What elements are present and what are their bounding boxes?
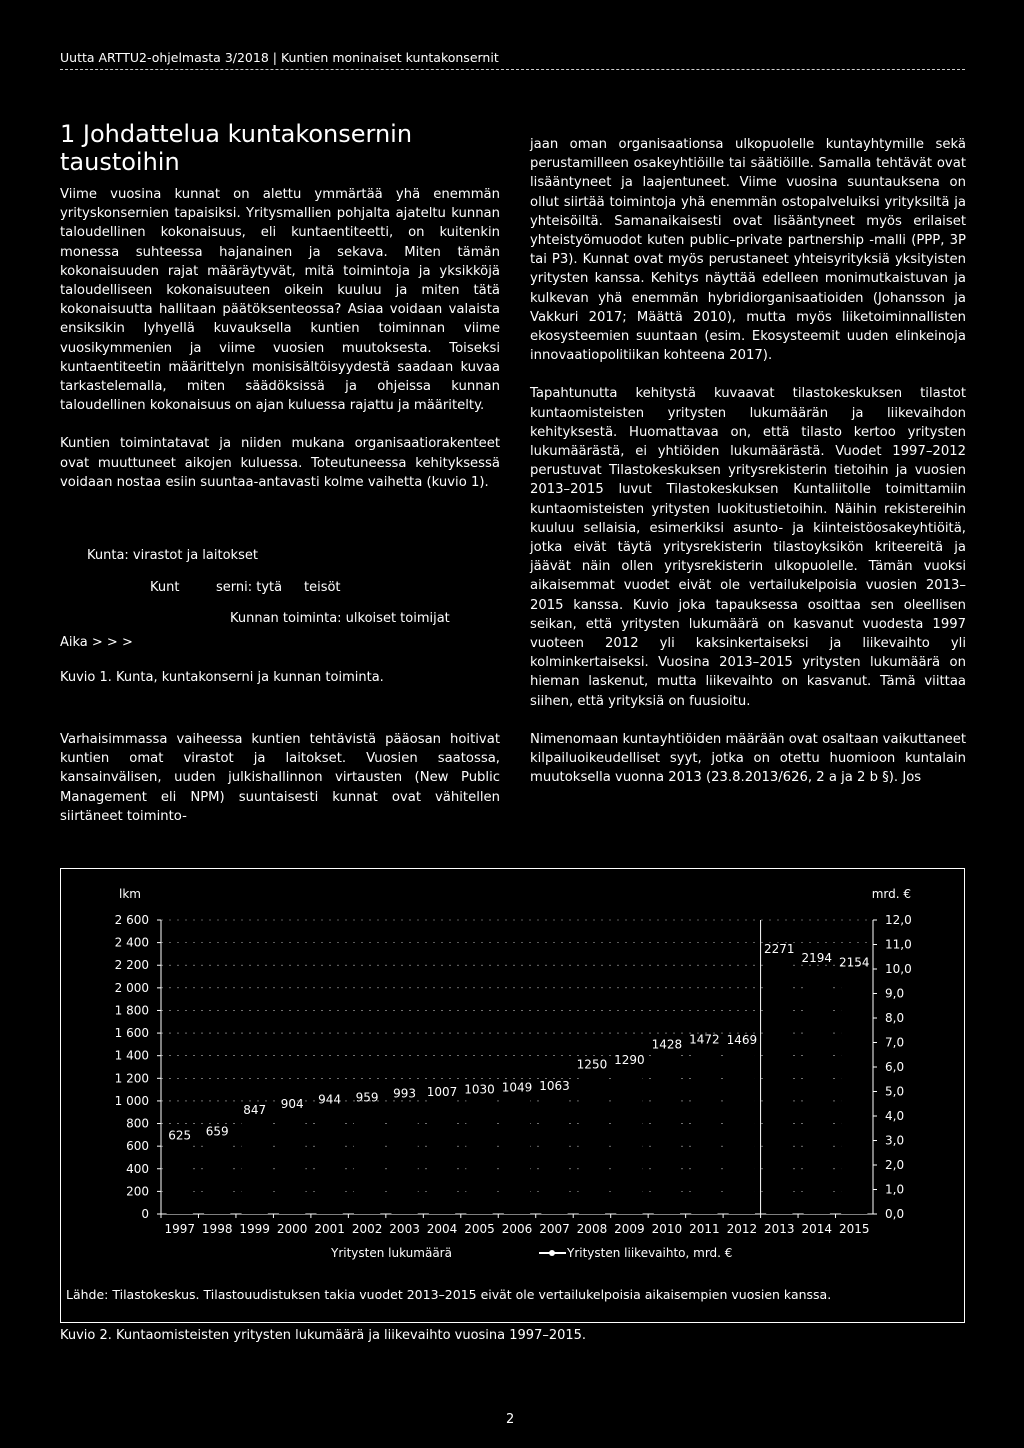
figure1-label-konserni-a: Kunt xyxy=(150,580,180,595)
y-tick-label: 2 600 xyxy=(114,913,149,927)
y-tick-label: 1 400 xyxy=(114,1048,149,1063)
bar-value-label: 1007 xyxy=(426,1085,458,1100)
bar xyxy=(579,1073,605,1214)
bar xyxy=(466,1098,492,1214)
bar xyxy=(391,1102,417,1214)
bar xyxy=(654,1053,680,1214)
figure1-label-konserni-b: serni: tytä xyxy=(216,580,283,595)
bar xyxy=(691,1048,717,1214)
page-number: 2 xyxy=(506,1412,515,1427)
bar-value-label: 2154 xyxy=(838,955,870,970)
x-tick-label: 1998 xyxy=(201,1222,233,1236)
y2-tick-label: 6,0 xyxy=(885,1060,905,1074)
y2-tick-label: 1,0 xyxy=(885,1182,905,1197)
bar xyxy=(279,1112,305,1214)
bar-value-label: 904 xyxy=(280,1096,304,1111)
figure-2-chart xyxy=(60,868,965,1323)
running-header: Uutta ARTTU2-ohjelmasta 3/2018 | Kuntien moninaiset kuntakonsernit xyxy=(60,50,499,65)
y-tick-label: 2 200 xyxy=(114,958,149,973)
header-rule xyxy=(60,69,965,70)
section-title: 1 Johdattelua kuntakonsernin taustoihin xyxy=(60,120,413,176)
chart-source: Lähde: Tilastokeskus. Tilastouudistuksen takia vuodet 2013–2015 eivät ole vertailukelpoisia aikaisempien vuosien kanssa. xyxy=(66,1287,832,1302)
x-tick-label: 2005 xyxy=(464,1222,495,1236)
y-tick-label: 2 400 xyxy=(114,935,149,950)
y-tick-label: 1 000 xyxy=(114,1093,149,1108)
bar-value-label: 944 xyxy=(318,1092,342,1107)
bar xyxy=(204,1139,230,1214)
paragraph: Kuntien toimintatavat ja niiden mukana organisaatiorakenteet ovat muuttuneet aikojen kuluessa. Toteutuneessa kehityksessä voidaan nostaa esiin suuntaa-antavasti kolme vaihetta (kuvio 1). xyxy=(60,436,500,490)
x-tick-label: 2000 xyxy=(276,1222,308,1236)
figure1-label-toiminta: Kunnan toiminta: ulkoiset toimijat xyxy=(230,611,450,626)
bar xyxy=(804,966,830,1214)
y2-tick-label: 2,0 xyxy=(885,1158,905,1172)
y2-tick-label: 7,0 xyxy=(885,1035,905,1050)
figure-1 xyxy=(60,548,500,698)
figure1-label-konserni-c: teisöt xyxy=(304,580,341,595)
y2-tick-label: 5,0 xyxy=(885,1084,905,1099)
bar xyxy=(504,1095,530,1214)
x-tick-label: 2001 xyxy=(314,1222,345,1236)
legend-label-count: Yritysten lukumäärä xyxy=(331,1246,452,1260)
figure1-caption: Kuvio 1. Kunta, kuntakonserni ja kunnan toiminta. xyxy=(60,670,384,685)
x-tick-label: 1997 xyxy=(164,1222,196,1236)
y-tick-label: 0 xyxy=(141,1207,149,1221)
bar-value-label: 1428 xyxy=(651,1037,683,1052)
paragraph: Viime vuosina kunnat on alettu ymmärtää yhä enemmän yrityskonsernien tapaisiksi. Yritysmallien pohjalta ajateltu kunnan taloudellinen kokonaisuus, eli kuntaentiteetti, on kuitenkin monessa suhteessa hajanainen ja sekava. Miten tämän kokonaisuuden rajat määräytyvät, mitä toimintoja ja yksikköjä taloudelliseen kokonaisuuteen oikein kuuluu ja miten tätä kokonaisuutta hallitaan päätöksenteossa? Asiaa voidaan valaista ensiksikin lyhyellä kuvauksella kuntien toiminnan viime vuosikymmenien ja viime vuosien muutoksesta. Toiseksi kuntaentiteetin määrittelyn monisisältöisyydestä saadaan kuvaa tarkastelemalla, miten säädöksissä ja ohjeissa kunnan taloudellinen kokonaisuus on ajan kuluessa rajattu ja määritelty. xyxy=(60,187,500,414)
y2-tick-label: 11,0 xyxy=(885,937,912,952)
y2-tick-label: 8,0 xyxy=(885,1011,905,1025)
bar-value-label: 1063 xyxy=(539,1078,570,1093)
x-tick-label: 2007 xyxy=(539,1222,570,1236)
y2-tick-label: 0,0 xyxy=(885,1207,905,1221)
bar xyxy=(616,1068,642,1214)
figure2-caption: Kuvio 2. Kuntaomisteisten yritysten lukumäärä ja liikevaihto vuosina 1997–2015. xyxy=(60,1328,587,1343)
bar-value-label: 1469 xyxy=(726,1032,758,1047)
y2-tick-label: 10,0 xyxy=(885,962,912,976)
bar xyxy=(354,1106,380,1214)
bar xyxy=(317,1107,343,1214)
y2-tick-label: 4,0 xyxy=(885,1109,905,1123)
y-tick-label: 2 000 xyxy=(114,980,149,995)
bar xyxy=(841,970,867,1214)
y-tick-label: 800 xyxy=(126,1116,149,1131)
bar-value-label: 847 xyxy=(243,1103,267,1118)
paragraph: Varhaisimmassa vaiheessa kuntien tehtävistä pääosan hoitivat kuntien omat virastot ja laitokset. Vuosien saatossa, kansainvälisen, uuden julkishallinnon virtausten (New Public Management eli NPM) suuntaisesti kunnat ovat vähitellen siirtäneet toiminto- xyxy=(60,732,500,824)
bar xyxy=(429,1100,455,1214)
bar-value-label: 659 xyxy=(205,1124,229,1139)
legend-marker-revenue xyxy=(549,1250,555,1256)
x-tick-label: 2012 xyxy=(726,1222,758,1236)
x-tick-label: 2009 xyxy=(614,1222,645,1236)
x-tick-label: 2011 xyxy=(689,1222,720,1236)
bar-value-label: 2194 xyxy=(801,950,833,965)
x-tick-label: 2002 xyxy=(351,1222,383,1236)
x-tick-label: 2015 xyxy=(838,1222,870,1236)
bar xyxy=(729,1048,755,1214)
y2-tick-label: 12,0 xyxy=(885,913,912,927)
x-tick-label: 2013 xyxy=(764,1222,795,1236)
bar xyxy=(541,1094,567,1214)
x-tick-label: 1999 xyxy=(239,1222,270,1236)
y-axis-label: lkm xyxy=(119,887,141,901)
paragraph: Nimenomaan kuntayhtiöiden määrään ovat osaltaan vaikuttaneet kilpailuoikeudelliset syyt, jotka on otettu huomioon kuntalain muutoksella vuonna 2013 (23.8.2013/626, 2 a ja 2 b §). Jos xyxy=(530,731,966,786)
bar-value-label: 993 xyxy=(393,1086,417,1101)
y-tick-label: 400 xyxy=(126,1161,149,1176)
paragraph: Tapahtunutta kehitystä kuvaavat tilastokeskuksen tilastot kuntaomisteisten yritysten lukumäärän ja liikevaihdon kehityksestä. Huomattavaa on, että tilasto kertoo yritysten lukumäärästä, ei yhtiöiden lukumäärästä. Vuodet 1997–2012 perustuvat Tilastokeskuksen yritysrekisterin tietoihin ja vuosien 2013–2015 luvut Tilastokeskuksen Kuntaliitolle toimittamiin kuntaomisteisten yritysten luokitustietoihin. Näihin rekistereihin kuuluu sellaisia, esimerkiksi asunto- ja kiinteistöosakeyhtiöitä, jotka eivät täytä yritysrekisterin tilastoyksikön kriteereitä ja jäävät näin ollen yritysrekisterin ulkopuolelle. Tämän vuoksi aikaisemmat vuodet eivät ole vertailukelpoisia vuosien 2013–2015 kanssa. Kuvio joka tapauksessa osoittaa sen oleellisen seikan, että yritysten lukumäärä on kasvanut vuodesta 1997 vuoteen 2012 yli kaksinkertaiseksi ja liikevaihto yli kolminkertaiseksi. Vuosina 2013–2015 yritysten lukumäärä on hieman laskenut, mutta liikevaihto on kasvanut. Tämä viittaa siihen, että yrityksiä on fuusioitu. xyxy=(530,386,966,709)
y-tick-label: 1 600 xyxy=(114,1026,149,1041)
x-tick-label: 2014 xyxy=(801,1222,833,1236)
y-tick-label: 1 200 xyxy=(114,1071,149,1086)
bar-value-label: 1290 xyxy=(614,1053,645,1068)
x-tick-label: 2006 xyxy=(501,1222,533,1236)
x-tick-label: 2004 xyxy=(426,1222,458,1236)
y-tick-label: 1 800 xyxy=(114,1003,149,1018)
y-tick-label: 200 xyxy=(126,1184,149,1199)
y2-tick-label: 9,0 xyxy=(885,986,905,1001)
x-tick-label: 2010 xyxy=(651,1222,683,1236)
x-tick-label: 2008 xyxy=(576,1222,608,1236)
bar-value-label: 1472 xyxy=(689,1032,720,1047)
bar-value-label: 2271 xyxy=(764,942,795,957)
paragraph: jaan oman organisaationsa ulkopuolelle kuntayhtymille sekä perustamilleen osakeyhtiöille tai säätiöille. Samalla tehtävät ovat lisääntyneet ja laajentuneet. Viime vuosina suuntauksena on ollut siirtää toimintoja yhä enemmän ostopalveluiksi yrityksiltä ja yhteisöiltä. Samanaikaisesti ovat lisääntyneet myös erilaiset yhteistyömuodot kuten public–private partnership -malli (PPP, 3P tai P3). Kunnat ovat myös perustaneet yhteisyrityksiä yksityisten yritysten kanssa. Kehitys näyttää edelleen monimutkaistuvan ja kulkevan yhä enemmän hybridiorganisaatioiden (Johansson ja Vakkuri 2017; Määttä 2010), mutta myös liiketoiminnallisten ekosysteemien suuntaan (esim. Ekosysteemit uuden elinkeinoja innovaatiopolitiikan kohteena 2017). xyxy=(530,137,966,364)
y2-tick-label: 3,0 xyxy=(885,1133,905,1148)
figure1-label-kunta: Kunta: virastot ja laitokset xyxy=(87,548,258,563)
left-column xyxy=(60,185,500,511)
bar-value-label: 1049 xyxy=(501,1080,533,1095)
bar-value-label: 1030 xyxy=(464,1082,495,1097)
x-tick-label: 2003 xyxy=(389,1222,420,1236)
bar-value-label: 625 xyxy=(168,1128,192,1143)
bar-value-label: 1250 xyxy=(576,1057,608,1072)
y2-axis-label: mrd. € xyxy=(871,887,911,901)
chart-svg xyxy=(61,869,964,1279)
bar xyxy=(242,1118,268,1214)
bar xyxy=(167,1143,193,1214)
bar xyxy=(766,957,792,1214)
legend-label-revenue: Yritysten liikevaihto, mrd. € xyxy=(567,1246,733,1260)
y-tick-label: 600 xyxy=(126,1139,149,1154)
right-column xyxy=(530,135,966,807)
left-column-bottom xyxy=(60,730,500,845)
bar-value-label: 959 xyxy=(355,1090,379,1105)
figure1-time-axis: Aika > > > xyxy=(60,635,133,650)
